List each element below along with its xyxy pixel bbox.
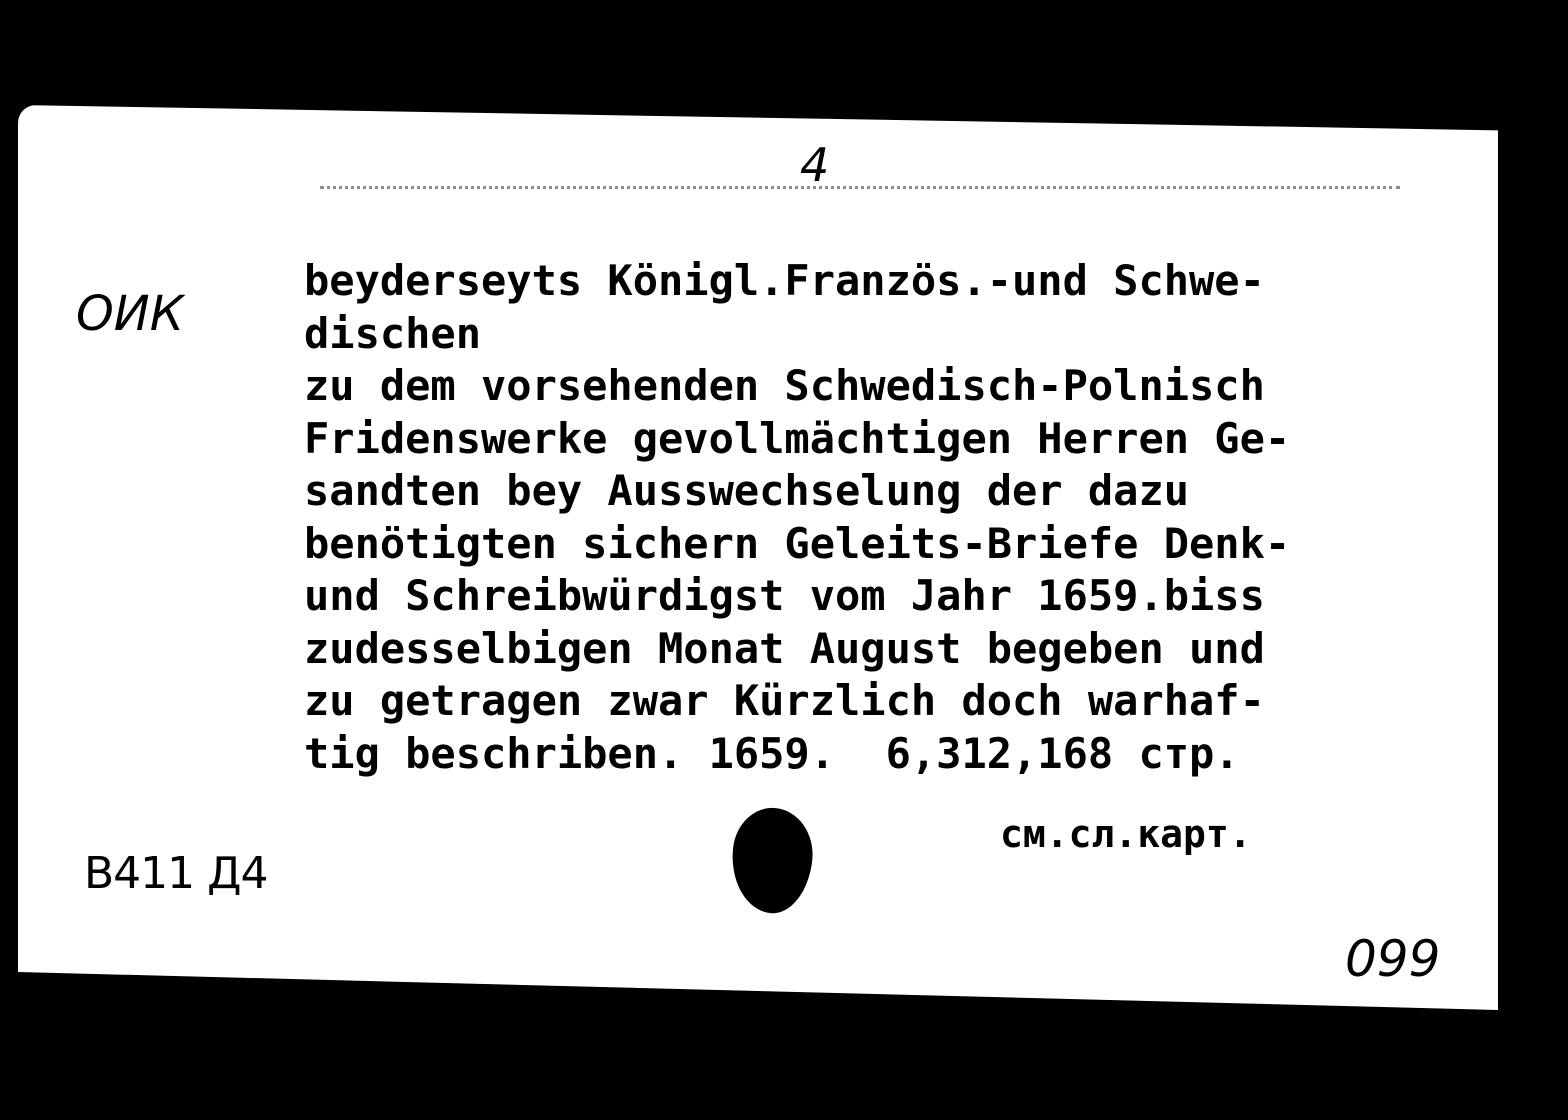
text-line: zudesselbigen Monat August begeben und: [304, 623, 1265, 673]
text-line: zu dem vorsehenden Schwedisch-Polnisch: [304, 361, 1265, 410]
text-line: sandten bey Ausswechselung der dazu: [304, 466, 1190, 515]
text-line: und Schreibwürdigst vom Jahr 1659.biss: [304, 571, 1265, 620]
text-line: beyderseyts Königl.Französ.-und Schwe-: [304, 256, 1265, 305]
text-line: benötigten sichern Geleits-Briefe Denk-: [304, 518, 1291, 568]
text-line: Fridenswerke gevollmächtigen Herren Ge-: [304, 413, 1291, 463]
text-line: tig beschriben. 1659. 6,312,168 стр.: [304, 728, 1240, 778]
faded-header-line: [320, 186, 1400, 189]
reference-note: см.сл.карт.: [1000, 812, 1252, 856]
text-line: dischen: [304, 308, 482, 358]
shelf-mark: B411 Д4: [84, 848, 268, 899]
text-line: zu getragen zwar Kürzlich doch warhaf-: [304, 676, 1265, 725]
page-number: 4: [800, 138, 830, 192]
handwritten-label: ОИК: [76, 286, 184, 342]
typed-description: [304, 255, 1484, 780]
card-number: 099: [1345, 930, 1441, 988]
